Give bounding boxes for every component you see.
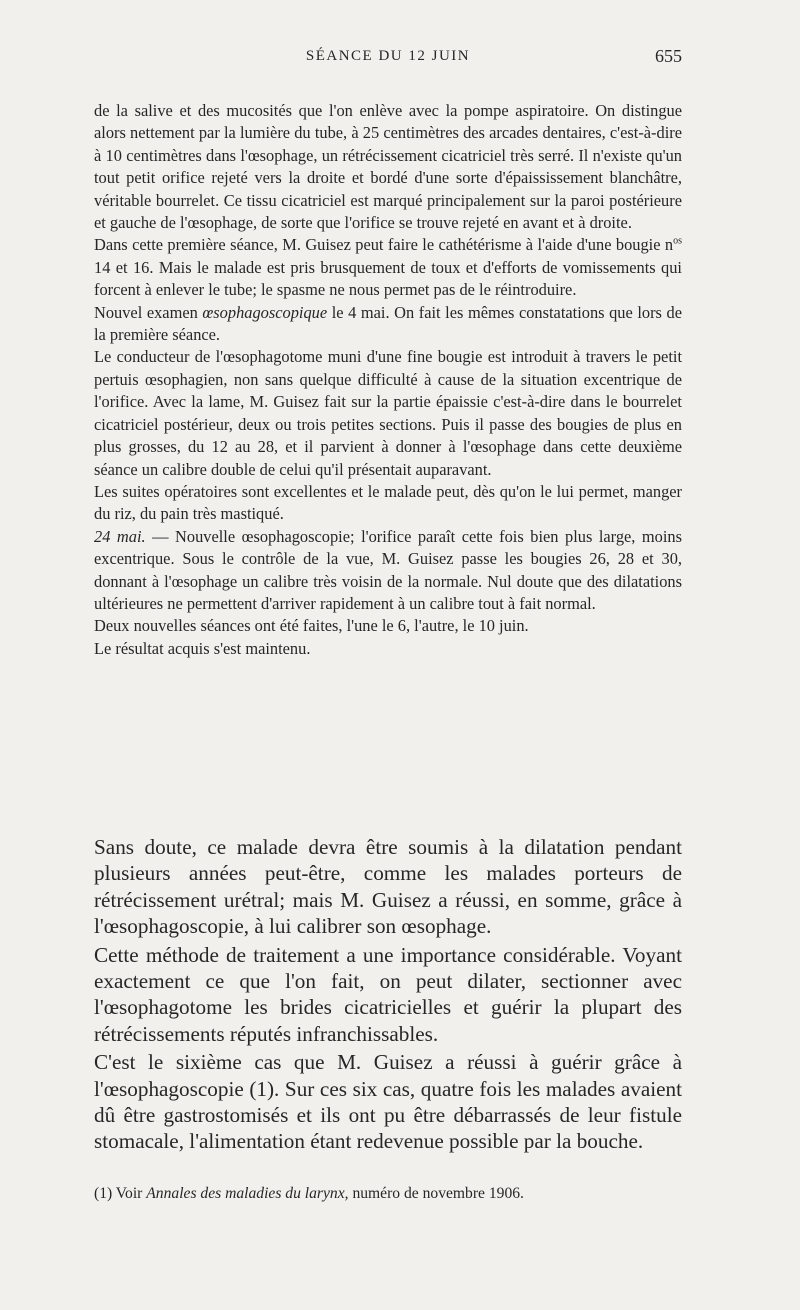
paragraph: Le résultat acquis s'est maintenu. <box>94 638 311 658</box>
paragraph: Les suites opératoires sont excellentes et le malade peut, dès qu'on le lui permet, manger du riz, du pain très mastiqué. <box>94 481 682 524</box>
paragraph: Dans cette première séance, M. Guisez peut faire le cathétérisme à l'aide d'une bougie $n^{os}$ 14 et 16. Mais le malade est pris brusquement de toux et d'efforts de vomissements qui forcent à enlever le tube; le spasme ne nous permet pas de le réintroduire. <box>94 235 682 300</box>
header-title: SÉANCE DU 12 JUIN <box>305 48 471 64</box>
page-number: 655 <box>655 46 682 66</box>
commentary-body <box>94 834 682 1155</box>
paragraph: 24 mai. — Nouvelle œsophagoscopie; l'orifice paraît cette fois bien plus large, moins excentrique. Sous le contrôle de la vue, M. Guisez passe les bougies 26, 28 et 30, donnant à l'œsophage un calibre très voisin de la normale. Nul doute que des dilatations ultérieures ne permettent d'arriver rapidement à un calibre tout à fait normal. <box>94 526 682 613</box>
footnote: (1) Voir Annales des maladies du larynx, numéro de novembre 1906. <box>94 1185 524 1202</box>
paragraph: Sans doute, ce malade devra être soumis à la dilatation pendant plusieurs années peut-être, comme les malades porteurs de rétrécissement urétral; mais M. Guisez a réussi, en somme, grâce à l'œsophagoscopie, à lui calibrer son œsophage. <box>94 835 682 939</box>
paragraph: Le conducteur de l'œsophagotome muni d'une fine bougie est introduit à travers le petit pertuis œsophagien, non sans quelque difficulté à cause de la situation excentrique de l'orifice. Avec la lame, M. Guisez fait sur la partie épaissie c'est-à-dire dans le bourrelet cicatriciel postérieur, deux ou trois petites sections. Puis il passe des bougies de plus en plus grosses, du 12 au 28, et il parvient à donner à l'œsophage dans cette deuxième séance un calibre double de celui qu'il présentait auparavant. <box>94 347 682 479</box>
paragraph: Deux nouvelles séances ont été faites, l'une le 6, l'autre, le 10 juin. <box>94 616 529 636</box>
paragraph: Nouvel examen œsophagoscopique le 4 mai. On fait les mêmes constatations que lors de la première séance. <box>94 302 682 345</box>
paragraph: Cette méthode de traitement a une importance considérable. Voyant exactement ce que l'on fait, on peut dilater, sectionner avec l'œsophagotome les brides cicatricielles et guérir la plupart des rétrécissements réputés infranchissables. <box>94 942 682 1046</box>
case-report-body <box>94 100 682 660</box>
paragraph: C'est le sixième cas que M. Guisez a réussi à guérir grâce à l'œsophagoscopie (1). Sur ces six cas, quatre fois les malades avaient dû être gastrostomisés et ils ont pu être débarrassés de leur fistule stomacale, l'alimentation étant redevenue possible par la bouche. <box>94 1050 682 1154</box>
paragraph: de la salive et des mucosités que l'on enlève avec la pompe aspiratoire. On distingue alors nettement par la lumière du tube, à 25 centimètres des arcades dentaires, c'est-à-dire à 10 centimètres dans l'œsophage, un rétrécissement cicatriciel très serré. Il n'existe qu'un tout petit orifice rejeté vers la droite et bordé d'une sorte d'épaississement blanchâtre, véritable bourrelet. Ce tissu cicatriciel est marqué principalement sur la paroi postérieure et gauche de l'œsophage, de sorte que l'orifice se trouve rejeté en avant et à droite. <box>94 101 682 233</box>
running-header <box>94 48 682 74</box>
